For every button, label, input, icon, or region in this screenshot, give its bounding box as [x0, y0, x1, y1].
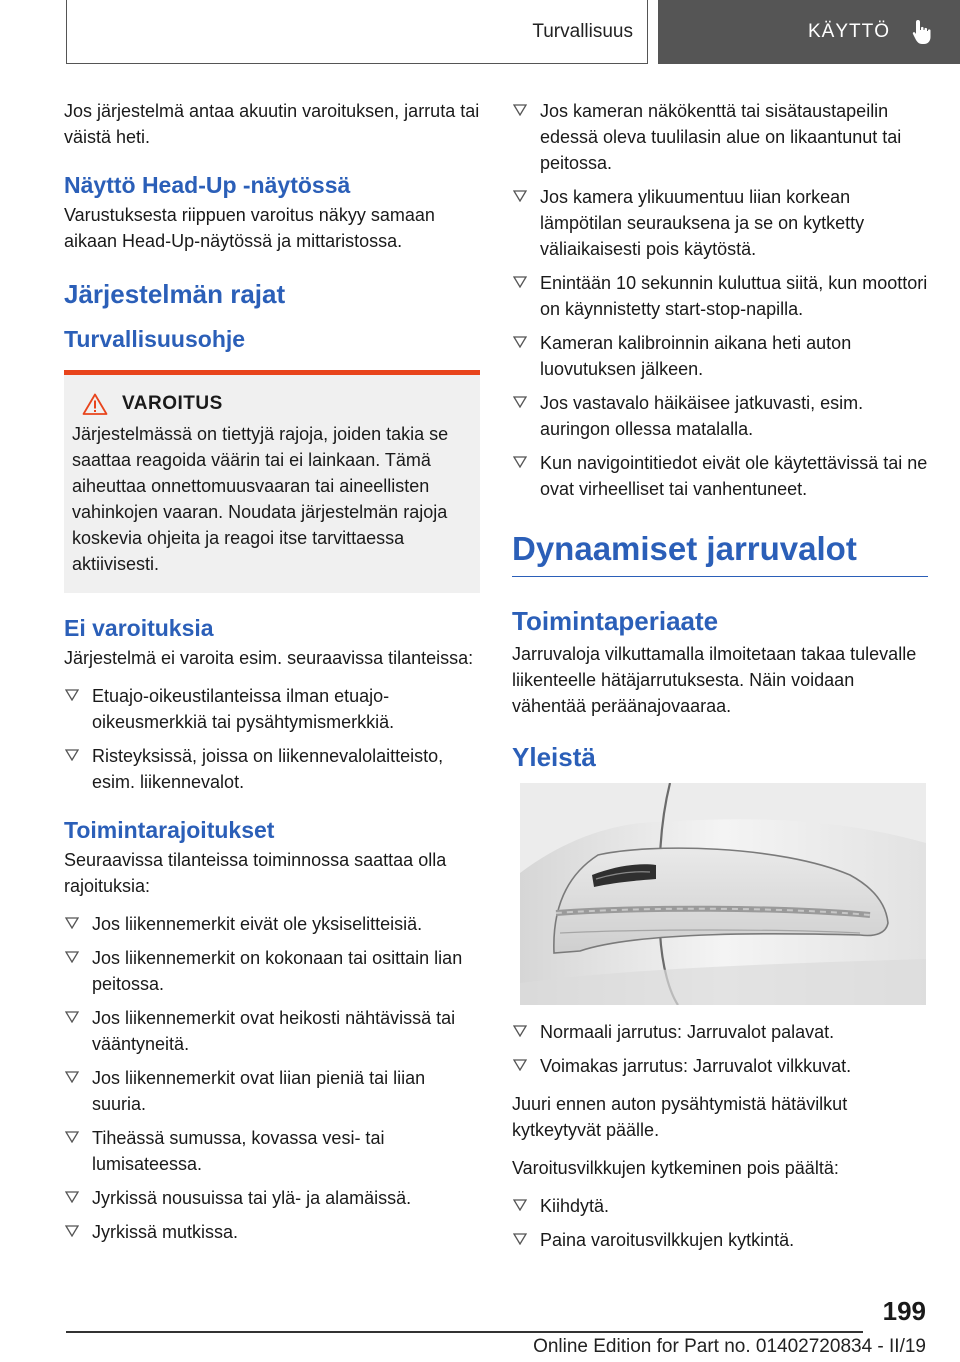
general-heading: Yleistä [512, 742, 596, 772]
triangle-bullet-icon [65, 749, 79, 761]
triangle-bullet-icon [513, 1025, 527, 1037]
warning-text: Järjestelmässä on tiettyjä rajoja, joiden takia se saattaa reagoida väärin tai ei lainkaan. Tämä aiheuttaa onnettomuusvaaran tai aineellisten vahinkojen vaaran. Noudata järjestelmän rajoja koskevia ohjeita ja reagoi itse tarvittaessa aktiivisesti. [72, 424, 449, 574]
hazard-off-list [512, 1193, 928, 1253]
limits-heading: Järjestelmän rajat [64, 279, 286, 309]
principle-heading: Toimintaperiaate [512, 606, 719, 636]
left-column [64, 98, 480, 1257]
list-item: Etuajo-oikeustilanteissa ilman etuajo-oikeusmerkkiä tai pysähtymismerkkiä. [64, 683, 480, 735]
header-section-tab [66, 0, 648, 64]
list-item: Kameran kalibroinnin aikana heti auton luovutuksen jälkeen. [512, 330, 928, 382]
no-warnings-list [64, 683, 480, 795]
no-warnings-paragraph: Järjestelmä ei varoita esim. seuraavissa tilanteissa: [64, 648, 474, 668]
list-item: Normaali jarrutus: Jarruvalot palavat. [512, 1019, 928, 1045]
triangle-bullet-icon [513, 104, 527, 116]
safety-heading: Turvallisuusohje [64, 326, 246, 352]
edition-note: Online Edition for Part no. 01402720834 - II/19 [533, 1336, 926, 1357]
principle-paragraph: Jarruvaloja vilkuttamalla ilmoitetaan takaa tulevalle liikenteelle hätäjarrutuksesta. Näin voidaan vähentää peräänajovaaraa. [512, 644, 917, 716]
list-item: Jos liikennemerkit ovat heikosti nähtävissä tai vääntyneitä. [64, 1005, 480, 1057]
list-item: Jyrkissä nousuissa tai ylä- ja alamäissä. [64, 1185, 480, 1211]
warning-box [64, 370, 480, 593]
tail-light-illustration [520, 783, 926, 1005]
list-item: Paina varoitusvilkkujen kytkintä. [512, 1227, 928, 1253]
triangle-bullet-icon [65, 1191, 79, 1203]
chapter-title: KÄYTTÖ [807, 21, 890, 42]
footer-divider [66, 1331, 863, 1333]
triangle-bullet-icon [65, 951, 79, 963]
triangle-bullet-icon [513, 276, 527, 288]
warning-title: VAROITUS [122, 393, 223, 414]
list-item: Risteyksissä, joissa on liikennevalolaitteisto, esim. liikennevalot. [64, 743, 480, 795]
list-item: Kiihdytä. [512, 1193, 928, 1219]
list-item: Jos vastavalo häikäisee jatkuvasti, esim. auringon ollessa matalalla. [512, 390, 928, 442]
list-item: Enintään 10 sekunnin kuluttua siitä, kun moottori on käynnistetty start-stop-napilla. [512, 270, 928, 322]
page-number: 199 [882, 1296, 926, 1326]
warning-triangle-icon [82, 393, 108, 415]
intro-paragraph: Jos järjestelmä antaa akuutin varoituksen, jarruta tai väistä heti. [64, 101, 480, 147]
list-item: Jos kameran näkökenttä tai sisätaustapeilin edessä oleva tuulilasin alue on likaantunut tai peitossa. [512, 98, 928, 176]
function-limits-heading: Toimintarajoitukset [64, 817, 275, 843]
list-item: Jos liikennemerkit eivät ole yksiselitteisiä. [64, 911, 480, 937]
dynamic-brake-lights-heading: Dynaamiset jarruvalot [512, 528, 928, 577]
hud-heading: Näyttö Head-Up -näytössä [64, 172, 351, 198]
triangle-bullet-icon [513, 396, 527, 408]
triangle-bullet-icon [65, 1071, 79, 1083]
hud-paragraph: Varustuksesta riippuen varoitus näkyy samaan aikaan Head-Up-näytössä ja mittaristossa. [64, 205, 435, 251]
triangle-bullet-icon [513, 336, 527, 348]
triangle-bullet-icon [65, 1225, 79, 1237]
list-item: Tiheässä sumussa, kovassa vesi- tai lumisateessa. [64, 1125, 480, 1177]
general-list [512, 1019, 928, 1079]
list-item: Jos liikennemerkit on kokonaan tai osittain lian peitossa. [64, 945, 480, 997]
pointing-hand-icon [912, 19, 934, 45]
continued-limits-list [512, 98, 928, 502]
triangle-bullet-icon [513, 1199, 527, 1211]
no-warnings-heading: Ei varoituksia [64, 615, 214, 641]
warning-header [82, 393, 472, 415]
list-item: Voimakas jarrutus: Jarruvalot vilkkuvat. [512, 1053, 928, 1079]
function-limits-list [64, 911, 480, 1245]
header-chapter-tab [658, 0, 960, 64]
triangle-bullet-icon [513, 1233, 527, 1245]
triangle-bullet-icon [513, 190, 527, 202]
triangle-bullet-icon [65, 689, 79, 701]
list-item: Kun navigointitiedot eivät ole käytettävissä tai ne ovat virheelliset tai vanhentuneet. [512, 450, 928, 502]
hazard-off-paragraph: Varoitusvilkkujen kytkeminen pois päältä: [512, 1158, 839, 1178]
triangle-bullet-icon [513, 456, 527, 468]
triangle-bullet-icon [513, 1059, 527, 1071]
triangle-bullet-icon [65, 917, 79, 929]
right-column [512, 98, 928, 1265]
list-item: Jyrkissä mutkissa. [64, 1219, 480, 1245]
hazard-paragraph: Juuri ennen auton pysähtymistä hätävilkut kytkeytyvät päälle. [512, 1094, 848, 1140]
list-item: Jos kamera ylikuumentuu liian korkean lämpötilan seurauksena ja se on kytketty väliaikaisesti pois käytöstä. [512, 184, 928, 262]
function-limits-paragraph: Seuraavissa tilanteissa toiminnossa saattaa olla rajoituksia: [64, 850, 447, 896]
triangle-bullet-icon [65, 1011, 79, 1023]
section-title: Turvallisuus [532, 20, 633, 42]
list-item: Jos liikennemerkit ovat liian pieniä tai liian suuria. [64, 1065, 480, 1117]
triangle-bullet-icon [65, 1131, 79, 1143]
